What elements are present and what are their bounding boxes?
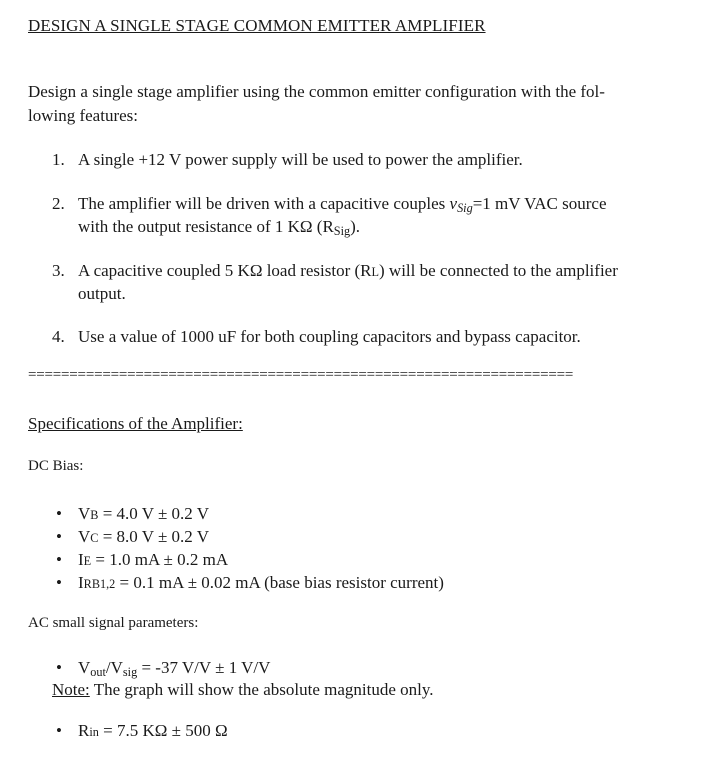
document-title: DESIGN A SINGLE STAGE COMMON EMITTER AMPLIFIER	[28, 16, 486, 35]
note-line	[52, 680, 434, 700]
bullet-icon: •	[56, 658, 62, 677]
feature-text: Use a value of 1000 uF for both coupling capacitors and bypass capacitor.	[78, 327, 581, 346]
note-label: Note:	[52, 680, 90, 699]
dc-bias-label: DC Bias:	[28, 458, 84, 474]
feature-number: 4.	[52, 327, 65, 346]
note-text: The graph will show the absolute magnitude only.	[89, 680, 434, 699]
bullet-icon: •	[56, 550, 62, 569]
feature-number: 3.	[52, 261, 65, 280]
ac-params-label: AC small signal parameters:	[28, 615, 199, 631]
feature-text: A capacitive coupled 5 KΩ load resistor (RL) will be connected to the amplifier	[78, 261, 618, 280]
bullet-icon: •	[56, 527, 62, 546]
feature-text-line-2: with the output resistance of 1 KΩ $(R_{Sig})$.	[78, 217, 361, 239]
bullet-icon: •	[56, 721, 62, 740]
intro-line-1: Design a single stage amplifier using the common emitter configuration with the fol-	[28, 82, 605, 101]
specifications-heading: Specifications of the Amplifier:	[28, 414, 243, 433]
feature-text: The amplifier will be driven with a capacitive couples $v_{Sig}=1$ mV VAC source	[78, 194, 607, 216]
feature-number: 1.	[52, 150, 65, 169]
feature-text-line-2: output.	[78, 284, 126, 303]
bullet-icon: •	[56, 573, 62, 592]
separator-line: ==================================================================	[28, 367, 574, 383]
bullet-icon: •	[56, 504, 62, 523]
feature-text: A single +12 V power supply will be used to power the amplifier.	[78, 150, 523, 169]
intro-line-2: lowing features:	[28, 106, 138, 125]
feature-number: 2.	[52, 194, 65, 213]
